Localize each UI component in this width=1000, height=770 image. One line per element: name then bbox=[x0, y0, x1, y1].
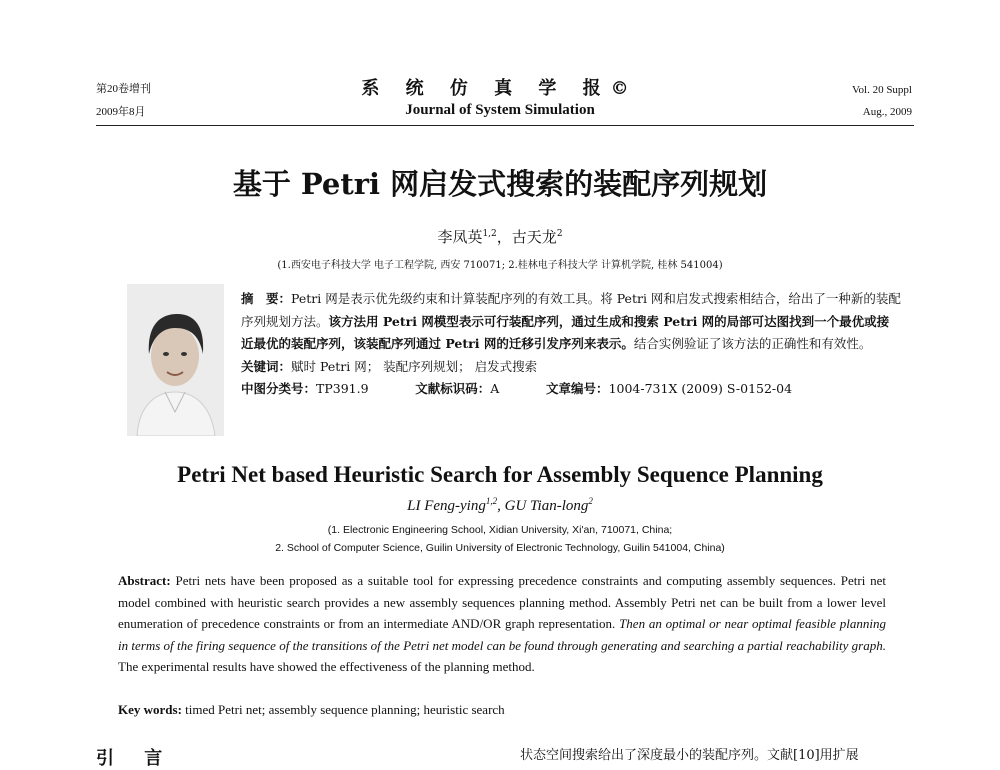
body-text-line: 状态空间搜索给出了深度最小的装配序列。文献[10]用扩展 bbox=[520, 748, 859, 763]
author1-cn: 李凤英 bbox=[437, 228, 483, 246]
journal-title-en: Journal of System Simulation bbox=[405, 102, 595, 118]
author-portrait-illustration bbox=[127, 284, 224, 436]
affiliation-cn: (1.西安电子科技大学 电子工程学院, 西安 710071; 2.桂林电子科技大学 计算机学院, 桂林 541004) bbox=[277, 260, 723, 271]
author2-en-sup: 2 bbox=[588, 496, 593, 506]
abstract-en-text3: The experimental results have showed the effectiveness of the planning method. bbox=[118, 659, 535, 674]
abstract-cn-text1: Petri 网是表示优先级约束和计算装配序列的有效工具。将 Petri 网和启发式搜索相结合，给出了一种新的装配序列规划方法。 bbox=[241, 291, 901, 329]
author2-sup: 2 bbox=[556, 229, 563, 239]
clc-label: 中图分类号： bbox=[241, 381, 317, 396]
keywords-en-label: Key words: bbox=[118, 702, 182, 717]
author1-en-sup: 1,2 bbox=[485, 496, 498, 506]
abstract-cn-text3: 结合实例验证了该方法的正确性和有效性。 bbox=[633, 336, 872, 351]
keywords-cn-label: 关键词： bbox=[241, 358, 292, 374]
author2-en: GU Tian-long bbox=[504, 498, 589, 514]
abstract-en bbox=[118, 570, 886, 678]
abstract-cn bbox=[241, 288, 901, 401]
abstract-en-text2: Then an optimal or near optimal feasible planning in terms of the firing sequence of the transitions of the Petri net model can be found through generating and searching a partial reachability graph. bbox=[118, 616, 886, 653]
author1-en: LI Feng-ying bbox=[407, 498, 486, 514]
date-en: Aug., 2009 bbox=[862, 106, 912, 118]
author-separator-en: , bbox=[497, 498, 505, 514]
abstract-cn-label: 摘 要： bbox=[241, 291, 292, 306]
article-no-label: 文章编号： bbox=[546, 381, 609, 396]
header-rule bbox=[96, 125, 914, 126]
doc-code-label: 文献标识码： bbox=[415, 381, 491, 396]
title-cn: 基于 Petri 网启发式搜索的装配序列规划 bbox=[232, 167, 768, 201]
author1-sup: 1,2 bbox=[482, 229, 497, 239]
abstract-en-text1: Petri nets have been proposed as a suitable tool for expressing precedence constraints and computing assembly sequences. Petri net model combined with heuristic search provides a new assembly sequences planning method. Assembly Petri net can be built from a lower level enumeration of precedence constraints or from an intermediate AND/OR graph representation. bbox=[118, 573, 886, 631]
keywords-en-text: timed Petri net; assembly sequence planning; heuristic search bbox=[181, 702, 505, 717]
classification-line bbox=[241, 378, 901, 401]
author2-cn: 古天龙 bbox=[511, 228, 557, 246]
affiliation-en-line2: 2. School of Computer Science, Guilin University of Electronic Technology, Guilin 541004, China) bbox=[275, 542, 725, 554]
volume-en: Vol. 20 Suppl bbox=[851, 84, 912, 96]
doc-code-value: A bbox=[490, 381, 500, 396]
author-separator-cn: ， bbox=[496, 228, 512, 246]
keywords-en bbox=[118, 702, 505, 718]
title-en: Petri Net based Heuristic Search for Assembly Sequence Planning bbox=[177, 462, 823, 487]
abstract-en-label: Abstract: bbox=[118, 573, 171, 588]
clc-value: TP391.9 bbox=[316, 381, 369, 396]
affiliation-en-line1: (1. Electronic Engineering School, Xidian University, Xi'an, 710071, China; bbox=[327, 524, 673, 536]
volume-cn: 第20卷增刊 bbox=[96, 83, 151, 95]
article-no-value: 1004-731X (2009) S-0152-04 bbox=[608, 381, 793, 396]
authors-en bbox=[0, 496, 1000, 515]
keywords-cn-text: 赋时 Petri 网； 装配序列规划； 启发式搜索 bbox=[291, 358, 538, 374]
author-photo bbox=[127, 284, 224, 436]
date-cn: 2009年8月 bbox=[96, 106, 146, 118]
authors-cn bbox=[0, 226, 1000, 247]
intro-heading: 引 言 bbox=[96, 748, 175, 769]
abstract-cn-text2: 该方法用 Petri 网模型表示可行装配序列，通过生成和搜索 Petri 网的局部可达图找到一个最优或接近最优的装配序列，该装配序列通过 Petri 网的迁移引发序列来表示。 bbox=[241, 313, 890, 351]
journal-title-cn: 系 统 仿 真 学 报© bbox=[361, 78, 639, 99]
